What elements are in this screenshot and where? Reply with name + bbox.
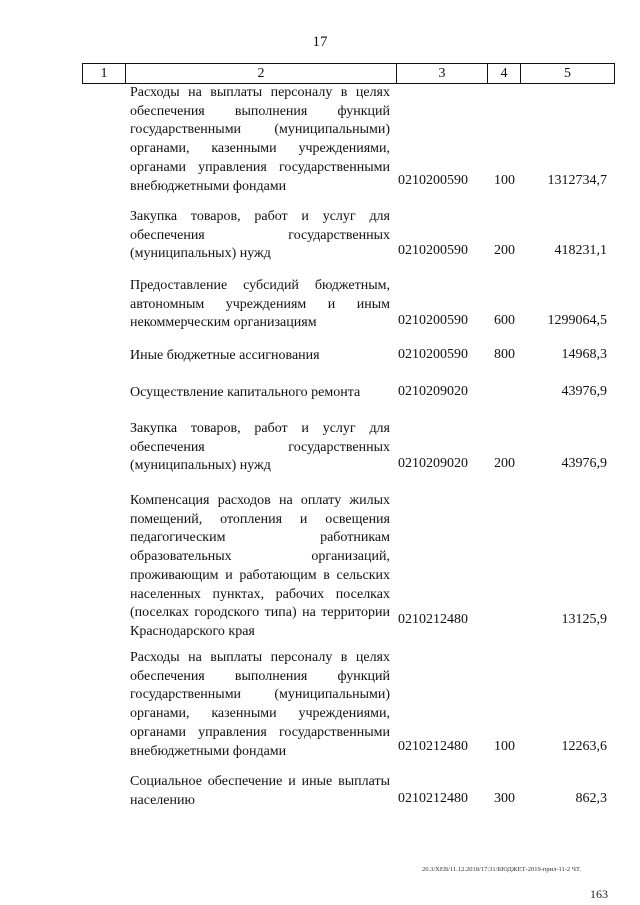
header-col-4: 4 xyxy=(488,64,521,83)
row-description: Иные бюджетные ассигнования xyxy=(130,348,320,363)
row-description: Расходы на выплаты персоналу в целях обеспечения выполнения функций государственными (муниципальными) органами, казенными учреждениями, органами управления государственными внебюджетными фондами xyxy=(130,650,390,759)
row-amount: 418231,1 xyxy=(554,243,607,258)
row-amount: 13125,9 xyxy=(561,612,607,627)
header-col-1: 1 xyxy=(83,64,126,83)
row-description: Осуществление капитального ремонта xyxy=(130,385,361,400)
table-header xyxy=(82,63,615,84)
row-type: 800 xyxy=(494,347,515,362)
corner-page-number: 163 xyxy=(590,887,608,901)
footer-stamp: 20.3/ХЕВ/11.12.2018/17:31/БЮДЖЕТ-2019-прил-11-2 ЧТ. xyxy=(422,866,581,873)
header-col-2: 2 xyxy=(126,64,397,83)
row-type: 300 xyxy=(494,791,515,806)
row-code: 0210200590 xyxy=(398,313,468,328)
row-type: 100 xyxy=(494,173,515,188)
row-description: Закупка товаров, работ и услуг для обеспечения государственных (муниципальных) нужд xyxy=(130,421,390,474)
row-type: 200 xyxy=(494,456,515,471)
header-col-5: 5 xyxy=(564,66,571,81)
row-amount: 1312734,7 xyxy=(547,173,607,188)
row-type: 600 xyxy=(494,313,515,328)
row-description: Социальное обеспечение и иные выплаты населению xyxy=(130,774,390,808)
row-code: 0210212480 xyxy=(398,791,468,806)
row-type: 100 xyxy=(494,739,515,754)
row-amount: 12263,6 xyxy=(561,739,607,754)
row-amount: 862,3 xyxy=(575,791,607,806)
row-code: 0210212480 xyxy=(398,739,468,754)
row-amount: 43976,9 xyxy=(561,384,607,399)
row-code: 0210212480 xyxy=(398,612,468,627)
row-code: 0210200590 xyxy=(398,243,468,258)
row-amount: 1299064,5 xyxy=(547,313,607,328)
row-description: Закупка товаров, работ и услуг для обеспечения государственных (муниципальных) нужд xyxy=(130,209,390,262)
row-description: Компенсация расходов на оплату жилых помещений, отопления и освещения педагогическим работникам образовательных организаций, проживающим и работающим в сельских населенных пунктах, рабочих поселках (поселках городского типа) на территории Краснодарского края xyxy=(130,493,390,639)
row-description: Расходы на выплаты персоналу в целях обеспечения выполнения функций государственными (муниципальными) органами, казенными учреждениями, органами управления государственными внебюджетными фондами xyxy=(130,85,390,194)
page-number: 17 xyxy=(312,34,328,50)
header-col-3: 3 xyxy=(397,64,488,83)
row-type: 200 xyxy=(494,243,515,258)
row-code: 0210200590 xyxy=(398,173,468,188)
row-code: 0210200590 xyxy=(398,347,468,362)
row-amount: 43976,9 xyxy=(561,456,607,471)
row-code: 0210209020 xyxy=(398,456,468,471)
row-description: Предоставление субсидий бюджетным, автономным учреждениям и иным некоммерческим организациям xyxy=(130,278,390,331)
row-code: 0210209020 xyxy=(398,384,468,399)
row-amount: 14968,3 xyxy=(561,347,607,362)
